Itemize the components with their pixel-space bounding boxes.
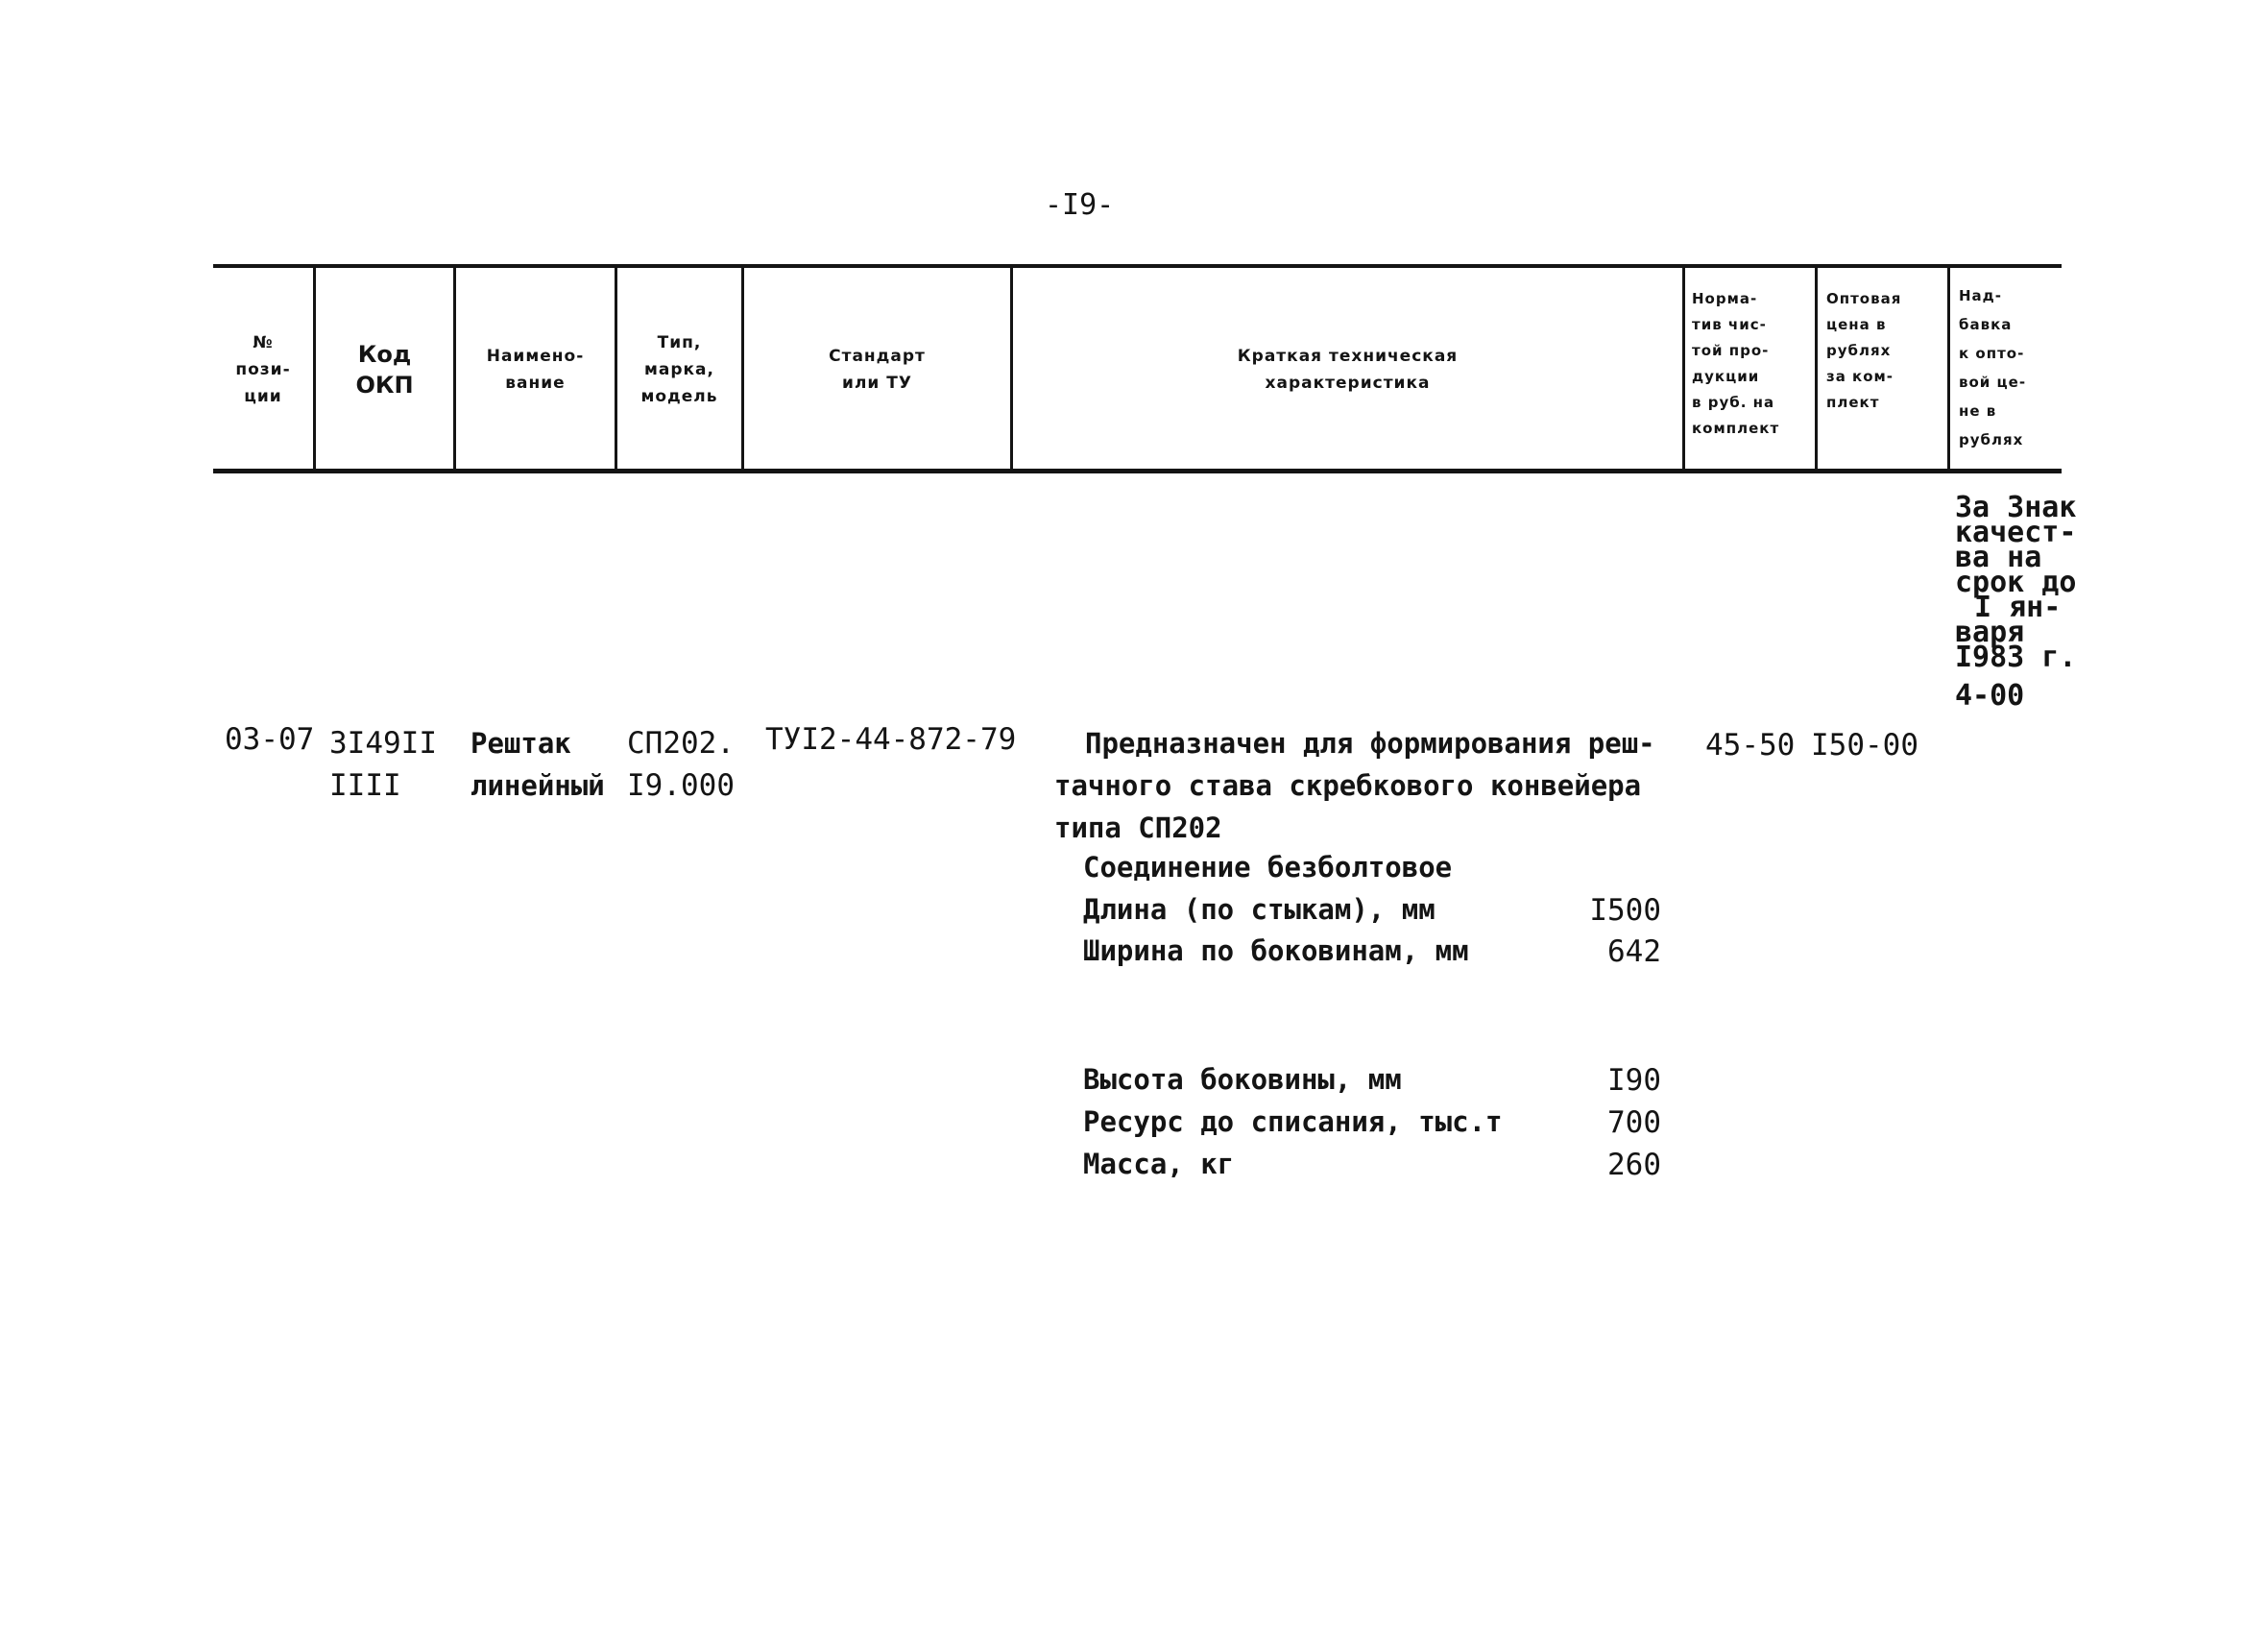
header-wholesale-price: Оптовая цена в рублях за ком- плект [1826,290,1902,411]
standard-spec: ТУI2-44-872-79 [765,722,1017,757]
page-number: -I9- [1045,188,1115,222]
spec-height-label: Высота боковины, мм [1083,1063,1402,1096]
product-name: Рештак линейный [470,727,605,802]
spec-mass-label: Масса, кг [1083,1148,1235,1180]
norm-value: 45-50 [1705,728,1796,763]
header-bottom-rule [213,469,2062,473]
header-name: Наимено- вание [486,347,585,393]
position-number: 03-07 [225,722,315,757]
spec-length-value: I500 [1589,893,1661,928]
header-top-rule [213,264,2062,268]
header-standard: Стандарт или ТУ [829,347,926,393]
header-position: № пози- ции [235,333,291,406]
spec-mass-value: 260 [1607,1148,1661,1182]
header-norm: Норма- тив чис- той про- дукции в руб. на комплект [1692,290,1780,437]
header-model: Тип, марка, модель [640,333,718,406]
okp-code: 3I49II IIII [329,726,437,803]
header-okp-code: Код ОКП [355,341,414,399]
spec-width-value: 642 [1607,934,1661,969]
column-divider [1815,267,1818,472]
spec-resource-value: 700 [1607,1105,1661,1140]
spec-connection: Соединение безболтовое [1083,851,1453,884]
wholesale-price: I50-00 [1811,728,1918,763]
spec-height-value: I90 [1607,1063,1661,1098]
column-divider [1947,267,1950,472]
header-surcharge: Над- бавка к опто- вой це- не в рублях [1959,287,2027,448]
spec-width-label: Ширина по боковинам, мм [1083,934,1469,967]
column-divider [1682,267,1685,472]
product-model: СП202. I9.000 [627,726,735,803]
product-description: Предназначен для формирования реш- тачного става скребкового конвейера типа СП202 [1054,727,1655,844]
quality-mark-note: За Знак качест- ва на срок до I ян- варя I983 г. 4-00 [1955,491,2077,713]
spec-resource-label: Ресурс до списания, тыс.т [1083,1105,1503,1138]
header-description: Краткая техническая характеристика [1237,347,1459,393]
spec-length-label: Длина (по стыкам), мм [1083,893,1436,926]
